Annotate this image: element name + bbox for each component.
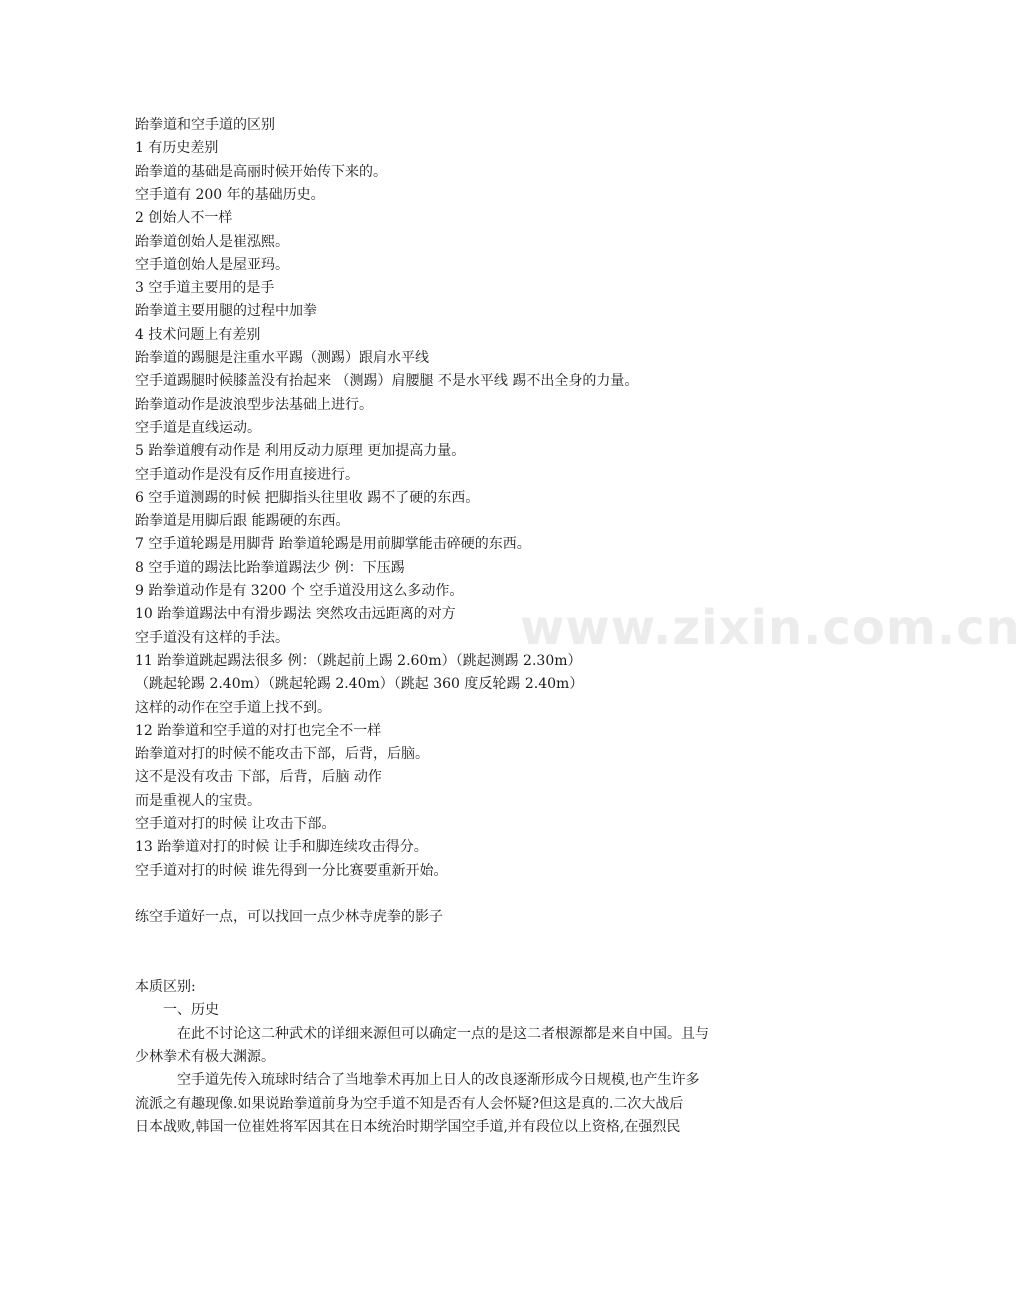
text-line: 空手道是直线运动。: [135, 419, 261, 436]
text-line: 跆拳道和空手道的区别: [135, 117, 275, 133]
text-line: 练空手道好一点，可以找回一点少林寺虎拳的影子: [135, 909, 443, 926]
text-line: 跆拳道创始人是崔泓熙。: [135, 233, 289, 250]
text-line: [135, 931, 795, 953]
text-line: 在此不讨论这二种武术的详细来源但可以确定一点的是这二者根源都是来自中国。且与: [177, 1025, 709, 1042]
text-line: 3 空手道主要用的是手: [135, 280, 275, 297]
text-line: （跳起轮踢 2.40m）（跳起轮踢 2.40m）（跳起 360 度反轮踢 2.40m）: [135, 676, 584, 693]
text-line: 这样的动作在空手道上找不到。: [135, 699, 331, 716]
text-line: 1 有历史差别: [135, 140, 219, 157]
text-line: 空手道先传入琉球时结合了当地拳术再加上日人的改良逐渐形成今日规模,也产生许多: [177, 1072, 700, 1089]
text-line: 10 跆拳道踢法中有滑步踢法 突然攻击远距离的对方: [135, 606, 456, 623]
text-line: 5 跆拳道艘有动作是 利用反动力原理 更加提高力量。: [135, 443, 466, 460]
text-line: 跆拳道主要用腿的过程中加拳: [135, 303, 317, 320]
text-line: 流派之有趣现像.如果说跆拳道前身为空手道不知是否有人会怀疑?但这是真的.二次大战后: [135, 1095, 684, 1112]
text-line: 而是重视人的宝贵。: [135, 792, 261, 809]
text-line: 空手道对打的时候 谁先得到一分比赛要重新开始。: [135, 862, 448, 879]
text-line: 空手道对打的时候 让攻击下部。: [135, 816, 336, 832]
text-line: 4 技术问题上有差别: [135, 326, 261, 343]
text-line: 这不是没有攻击 下部，后背，后脑 动作: [135, 769, 382, 786]
text-line: 12 跆拳道和空手道的对打也完全不一样: [135, 722, 382, 739]
text-line: 9 跆拳道动作是有 3200 个 空手道没用这么多动作。: [135, 583, 464, 599]
text-line: 一、历史: [163, 1002, 219, 1019]
text-line: 空手道没有这样的手法。: [135, 629, 289, 646]
text-line: 本质区别:: [135, 979, 196, 996]
text-line: 13 跆拳道对打的时候 让手和脚连续攻击得分。: [135, 839, 428, 856]
watermark: www.zixin.com.cn: [520, 600, 1021, 656]
text-line: 跆拳道的踢腿是注重水平踢（测踢）跟肩水平线: [135, 350, 429, 366]
text-line: 2 创始人不一样: [135, 210, 233, 227]
text-line: 7 空手道轮踢是用脚背 跆拳道轮踢是用前脚掌能击碎硬的东西。: [135, 536, 531, 553]
text-line: 11 跆拳道跳起踢法很多 例：（跳起前上踢 2.60m）（跳起测踢 2.30m）: [135, 652, 582, 669]
text-line: [135, 884, 795, 906]
text-line: 跆拳道是用脚后跟 能踢硬的东西。: [135, 513, 350, 530]
text-line: [135, 954, 795, 976]
text-line: 空手道有 200 年的基础历史。: [135, 186, 325, 203]
text-line: 6 空手道测踢的时候 把脚指头往里收 踢不了硬的东西。: [135, 489, 480, 506]
text-line: 日本战败,韩国一位崔姓将军因其在日本统治时期学国空手道,并有段位以上资格,在强烈民: [135, 1118, 681, 1135]
text-line: 少林拳术有极大渊源。: [135, 1049, 275, 1065]
text-line: 空手道踢腿时候膝盖没有抬起来 （测踢）肩腰腿 不是水平线 踢不出全身的力量。: [135, 373, 639, 390]
text-line: 跆拳道的基础是高丽时候开始传下来的。: [135, 163, 387, 180]
text-line: 跆拳道对打的时候不能攻击下部，后背，后脑。: [135, 746, 429, 763]
text-line: 空手道创始人是屋亚玛。: [135, 256, 289, 273]
text-line: 8 空手道的踢法比跆拳道踢法少 例：下压踢: [135, 559, 405, 576]
text-line: 跆拳道动作是波浪型步法基础上进行。: [135, 396, 373, 413]
text-line: 空手道动作是没有反作用直接进行。: [135, 466, 359, 483]
